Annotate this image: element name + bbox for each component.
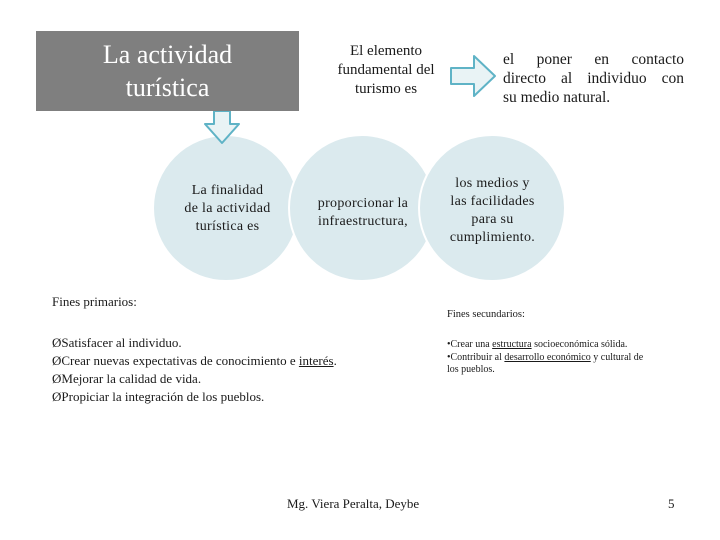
list-item	[52, 334, 382, 352]
list-item	[447, 339, 687, 352]
arrow-bullet-icon: Ø	[52, 335, 62, 350]
means-line-3: para su	[471, 212, 514, 227]
right-arrow-icon	[451, 56, 495, 96]
purpose-line-1: La finalidad	[191, 183, 264, 198]
secondary-item-text: •Contribuir al	[447, 351, 505, 363]
primary-item-after: .	[333, 353, 337, 368]
means-line-4: cumplimiento.	[449, 230, 536, 245]
primary-item-underlined: interés	[298, 353, 334, 368]
element-line-2: fundamental del	[337, 62, 435, 78]
infra-line-1: proporcionar la	[317, 196, 409, 211]
title-line-1: La actividad	[102, 40, 233, 69]
purpose-line-3: turística es	[195, 219, 260, 234]
title-box	[36, 31, 299, 111]
list-item	[447, 352, 687, 365]
primary-item-text: Crear nuevas expectativas de conocimiento e	[61, 353, 299, 368]
list-item	[52, 352, 382, 370]
contact-line-3: su medio natural.	[503, 89, 611, 106]
secondary-item-text: •Crear una	[447, 339, 493, 350]
arrow-bullet-icon: Ø	[52, 353, 62, 368]
contact-line-1: el poner en contacto	[503, 51, 684, 68]
arrow-bullet-icon: Ø	[52, 389, 62, 404]
circle-infrastructure-text	[304, 195, 422, 231]
element-line-3: turismo es	[354, 81, 418, 97]
page-number: 5	[668, 496, 675, 511]
circle-purpose-text	[170, 182, 285, 236]
title-line-2: turística	[125, 73, 210, 102]
secondary-goals-heading: Fines secundarios:	[447, 309, 525, 320]
purpose-line-2: de la actividad	[184, 201, 271, 216]
list-item	[52, 370, 382, 388]
primary-item-text: Satisfacer al individuo.	[61, 335, 182, 350]
contact-text	[503, 50, 684, 107]
arrow-bullet-icon: Ø	[52, 371, 62, 386]
element-line-1: El elemento	[349, 43, 423, 59]
secondary-item-underlined: desarrollo económico	[504, 351, 591, 363]
primary-goals-list	[52, 334, 382, 406]
secondary-goals-list	[447, 339, 687, 377]
list-item-continuation: los pueblos.	[447, 364, 495, 375]
means-line-2: las facilidades	[450, 194, 535, 209]
footer-author: Mg. Viera Peralta, Deybe	[287, 496, 420, 511]
secondary-item-text: socioeconómica sólida.	[531, 339, 628, 350]
list-item	[52, 388, 382, 406]
secondary-item-underlined: estructura	[492, 339, 532, 350]
infra-line-2: infraestructura,	[318, 214, 408, 229]
secondary-item-text: y cultural de	[590, 351, 644, 363]
means-line-1: los medios y	[455, 176, 530, 191]
primary-goals-heading: Fines primarios:	[52, 294, 137, 309]
circle-means-text	[435, 175, 550, 247]
contact-line-2: directo al individuo con	[503, 70, 684, 87]
fundamental-element-text	[318, 42, 454, 99]
primary-item-text: Mejorar la calidad de vida.	[61, 371, 202, 386]
primary-item-text: Propiciar la integración de los pueblos.	[61, 389, 265, 404]
